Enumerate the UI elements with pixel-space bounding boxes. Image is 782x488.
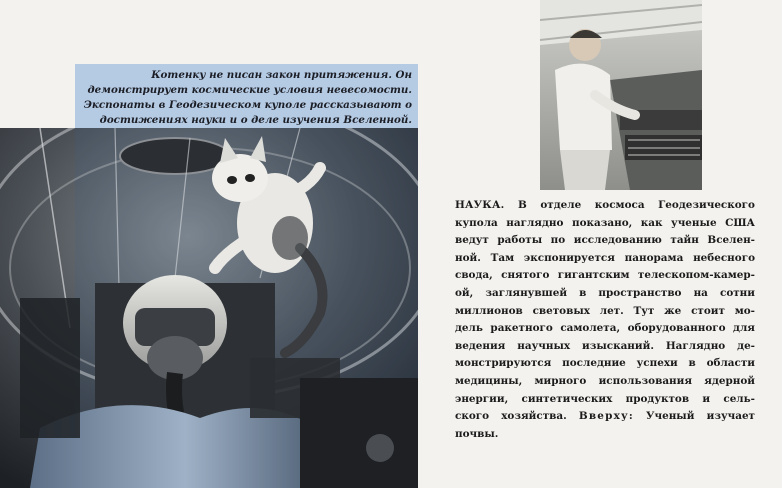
article-line: монстрируются последние успехи в области bbox=[455, 357, 755, 370]
scientist-illustration bbox=[540, 0, 702, 190]
article-line: почвы. bbox=[455, 427, 499, 440]
article-line: ной. Там экспонируется панорама небесного bbox=[455, 251, 755, 264]
article-text bbox=[455, 197, 755, 443]
article-line: ой, заглянувшей в пространство на сотни bbox=[455, 286, 755, 299]
caption-line: достижениях науки и о деле изучения Вселенной. bbox=[99, 114, 412, 126]
caption-line: Экспонаты в Геодезическом куполе рассказывают о bbox=[83, 99, 412, 111]
scientist-photo bbox=[540, 0, 702, 190]
article-line-rest: В отделе космоса Геодезического bbox=[504, 199, 755, 211]
caption-line: демонстрирует космические условия невесомости. bbox=[87, 84, 412, 96]
article-line: ведения научных изысканий. Наглядно де- bbox=[455, 339, 755, 352]
article-line: миллионов световых лет. Тут же стоит мо- bbox=[455, 304, 755, 317]
article-line: купола наглядно показано, как ученые США bbox=[455, 216, 755, 229]
article-line bbox=[455, 408, 755, 426]
article-spaced-word: Вверху: bbox=[578, 410, 634, 423]
caption-line: Котенку не писан закон притяжения. Он bbox=[151, 69, 412, 81]
article-line: энергии, синтетических продуктов и сель- bbox=[455, 392, 755, 405]
article-line bbox=[455, 197, 755, 215]
article-line: медицины, мирного использования ядерной bbox=[455, 374, 755, 387]
article-lead: НАУКА. bbox=[455, 199, 505, 211]
astronaut-cat-illustration bbox=[0, 128, 418, 488]
caption-panel bbox=[75, 64, 418, 128]
article-fragment: ского хозяйства. bbox=[455, 410, 579, 423]
article-line: свода, снятого гигантским телескопом-камер- bbox=[455, 269, 755, 282]
photo-caption bbox=[82, 68, 412, 128]
article-fragment: Ученый изучает bbox=[633, 410, 755, 423]
article-line: ведут работы по исследованию тайн Вселен- bbox=[455, 234, 755, 247]
astronaut-cat-photo bbox=[0, 128, 418, 488]
article-line: дель ракетного самолета, оборудованного для bbox=[455, 322, 755, 335]
